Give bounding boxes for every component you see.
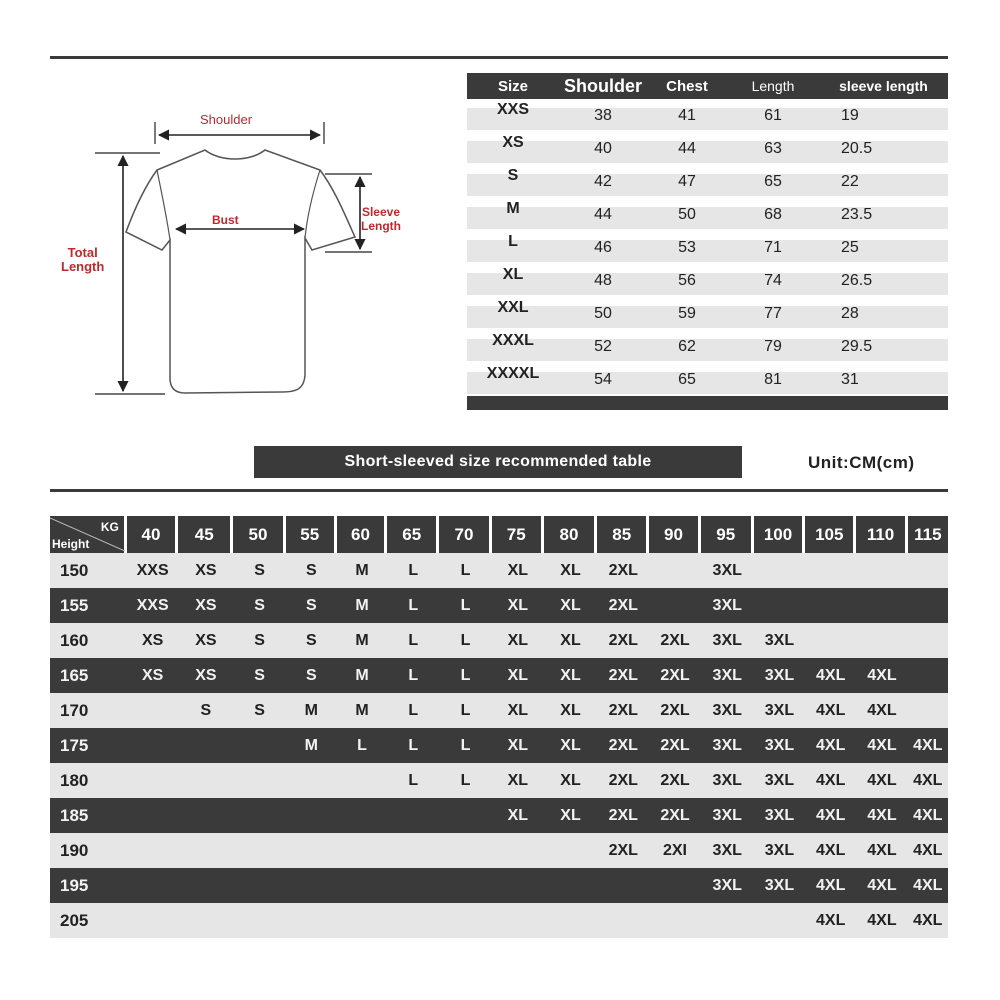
- size-recommendation-cell: 3XL: [764, 666, 795, 684]
- size-recommendation-cell: L: [408, 736, 419, 754]
- size-recommendation-cell: 3XL: [764, 736, 795, 754]
- size-cell: XXXXL: [486, 365, 540, 382]
- size-recommendation-cell: XS: [195, 666, 217, 684]
- weight-header: 50: [233, 516, 282, 553]
- size-recommendation-cell: 3XL: [764, 841, 795, 859]
- size-recommendation-cell: S: [254, 561, 265, 579]
- height-cell: 165: [60, 665, 89, 685]
- measurement-cell: 23.5: [841, 206, 873, 223]
- size-recommendation-cell: M: [355, 596, 369, 614]
- height-cell: 175: [60, 735, 89, 755]
- height-row: [50, 693, 948, 728]
- size-recommendation-cell: L: [460, 596, 471, 614]
- height-cell: 190: [60, 840, 89, 860]
- size-recommendation-cell: XL: [507, 561, 529, 579]
- measurement-cell: 41: [678, 107, 696, 124]
- size-recommendation-cell: 3XL: [712, 736, 742, 754]
- height-cell: 205: [60, 910, 89, 930]
- height-cell: 185: [60, 805, 89, 825]
- size-table-row: [467, 99, 948, 132]
- size-cell: L: [508, 233, 518, 250]
- size-cell: XXXL: [492, 332, 534, 349]
- size-recommendation-cell: 3XL: [712, 701, 742, 719]
- size-cell: XL: [502, 266, 524, 283]
- size-recommendation-cell: 4XL: [867, 841, 897, 859]
- size-table-row: [467, 231, 948, 264]
- height-cell: 160: [60, 630, 89, 650]
- measurement-cell: 44: [594, 206, 612, 223]
- size-recommendation-cell: S: [305, 561, 317, 579]
- total-length-label: [61, 246, 104, 274]
- measurement-cell: 62: [678, 338, 696, 355]
- size-recommendation-cell: 4XL: [913, 771, 943, 789]
- measurement-cell: 25: [841, 239, 859, 256]
- size-recommendation-cell: L: [460, 561, 471, 579]
- size-recommendation-cell: 2XL: [608, 631, 638, 649]
- size-table-row: [467, 363, 948, 396]
- middle-divider: [50, 489, 948, 492]
- measurement-cell: 28: [841, 305, 859, 322]
- measurement-cell: 48: [594, 272, 612, 289]
- size-recommendation-cell: 2XL: [608, 561, 638, 579]
- height-cell: 150: [60, 560, 89, 580]
- size-recommendation-cell: 4XL: [816, 771, 846, 789]
- height-cell: 195: [60, 875, 89, 895]
- size-recommendation-cell: 4XL: [867, 771, 897, 789]
- size-recommendation-cell: 2XL: [608, 736, 638, 754]
- size-recommendation-cell: 3XL: [712, 876, 742, 894]
- size-recommendation-cell: 4XL: [913, 841, 943, 859]
- size-table-body: [467, 99, 948, 396]
- weight-header: 70: [439, 516, 488, 553]
- size-recommendation-cell: L: [408, 561, 419, 579]
- measurement-cell: 47: [678, 173, 696, 190]
- measurement-cell: 46: [594, 239, 612, 256]
- size-recommendation-cell: 4XL: [867, 911, 897, 929]
- size-recommendation-cell: 4XL: [816, 736, 846, 754]
- measurement-cell: 29.5: [841, 338, 873, 355]
- size-recommendation-cell: 4XL: [913, 736, 943, 754]
- size-recommendation-cell: XL: [507, 596, 529, 614]
- measurement-cell: 50: [678, 206, 696, 223]
- measurement-cell: 71: [764, 239, 782, 256]
- corner-cell: [50, 516, 124, 553]
- size-recommendation-cell: M: [304, 701, 318, 719]
- size-recommendation-cell: 4XL: [816, 701, 846, 719]
- measurement-cell: 42: [594, 173, 612, 190]
- height-row: [50, 798, 948, 833]
- size-recommendation-cell: S: [200, 701, 212, 719]
- unit-label: Unit:CM(cm): [808, 453, 915, 472]
- size-recommendation-cell: 3XL: [764, 876, 795, 894]
- size-recommendation-cell: XL: [560, 596, 581, 614]
- tshirt-outline-icon: [50, 100, 430, 410]
- size-recommendation-cell: 3XL: [712, 806, 742, 824]
- header-length: Length: [751, 78, 795, 94]
- size-recommendation-cell: L: [460, 631, 471, 649]
- size-recommendation-cell: L: [460, 666, 471, 684]
- size-recommendation-cell: 3XL: [764, 771, 795, 789]
- weight-header: 80: [544, 516, 594, 553]
- size-recommendation-cell: 4XL: [867, 876, 897, 894]
- size-recommendation-cell: S: [254, 596, 265, 614]
- size-recommendation-cell: S: [254, 701, 265, 719]
- height-row: [50, 728, 948, 763]
- weight-header: 115: [908, 516, 948, 553]
- weight-header: 100: [754, 516, 802, 553]
- size-recommendation-cell: M: [355, 631, 369, 649]
- size-recommendation-cell: 2XL: [660, 701, 690, 719]
- size-recommendation-cell: XL: [507, 806, 529, 824]
- measurement-cell: 54: [594, 371, 612, 388]
- size-recommendation-cell: L: [408, 701, 419, 719]
- size-chart-table: [467, 73, 948, 410]
- banner-title: Short-sleeved size recommended table: [344, 453, 652, 470]
- weight-header: 65: [387, 516, 436, 553]
- size-recommendation-cell: XL: [560, 771, 581, 789]
- measurement-cell: 26.5: [841, 272, 873, 289]
- weight-header: 45: [178, 516, 230, 553]
- size-recommendation-cell: 2XL: [660, 631, 690, 649]
- height-cell: 155: [60, 595, 89, 615]
- size-recommendation-cell: M: [304, 736, 318, 754]
- height-cell: 180: [60, 770, 89, 790]
- measurement-cell: 79: [764, 338, 782, 355]
- header-shoulder: Shoulder: [563, 75, 642, 96]
- size-recommendation-cell: XXS: [136, 561, 169, 579]
- size-recommendation-cell: 3XL: [712, 631, 742, 649]
- size-recommendation-cell: 3XL: [712, 771, 742, 789]
- size-recommendation-cell: XS: [141, 631, 164, 649]
- size-recommendation-cell: 3XL: [712, 561, 742, 579]
- measurement-cell: 50: [594, 305, 612, 322]
- measurement-cell: 65: [764, 173, 782, 190]
- size-recommendation-cell: 2XL: [608, 771, 638, 789]
- measurement-cell: 44: [678, 140, 696, 157]
- size-table-row: [467, 297, 948, 330]
- size-recommendation-cell: XS: [195, 631, 217, 649]
- size-recommendation-cell: L: [408, 666, 419, 684]
- header-size: Size: [497, 77, 528, 95]
- measurement-cell: 59: [678, 305, 696, 322]
- size-recommendation-cell: S: [305, 631, 317, 649]
- total-label-line1: Total: [67, 245, 98, 260]
- corner-kg-label: KG: [100, 520, 119, 534]
- weight-header-row: [50, 516, 948, 553]
- measurement-cell: 53: [678, 239, 696, 256]
- size-recommendation-cell: 3XL: [764, 806, 795, 824]
- size-recommendation-cell: L: [408, 631, 419, 649]
- sleeve-label-line1: Sleeve: [361, 205, 401, 219]
- weight-header: 90: [649, 516, 697, 553]
- size-table-header: [467, 73, 948, 99]
- size-recommendation-cell: 4XL: [816, 841, 846, 859]
- top-divider: [50, 56, 948, 59]
- shoulder-label: Shoulder: [200, 112, 253, 127]
- weight-header: 75: [492, 516, 541, 553]
- size-cell: M: [506, 200, 520, 217]
- size-recommendation-cell: S: [305, 596, 317, 614]
- size-recommendation-cell: 4XL: [816, 876, 846, 894]
- size-recommendation-cell: 4XL: [867, 701, 897, 719]
- header-chest: Chest: [666, 77, 708, 95]
- measurement-cell: 81: [764, 371, 782, 388]
- height-row: [50, 588, 948, 623]
- measurement-cell: 77: [764, 305, 782, 322]
- measurement-cell: 68: [764, 206, 782, 223]
- weight-header: 55: [286, 516, 334, 553]
- size-recommendation-cell: 2XL: [608, 701, 638, 719]
- height-row: [50, 868, 948, 903]
- weight-header: 105: [805, 516, 853, 553]
- size-cell: XXL: [497, 299, 529, 316]
- size-recommendation-cell: L: [460, 701, 471, 719]
- size-recommendation-cell: L: [408, 596, 419, 614]
- size-recommendation-cell: XS: [141, 666, 164, 684]
- measurement-cell: 61: [764, 107, 782, 124]
- size-recommendation-cell: S: [305, 666, 317, 684]
- size-recommendation-cell: 4XL: [867, 666, 897, 684]
- size-recommendation-cell: 2XL: [608, 596, 638, 614]
- size-recommendation-cell: 3XL: [764, 701, 795, 719]
- size-table-row: [467, 198, 948, 231]
- height-row: [50, 553, 948, 588]
- size-recommendation-cell: L: [408, 771, 419, 789]
- size-recommendation-cell: 2XL: [608, 806, 638, 824]
- height-row: [50, 833, 948, 868]
- size-recommendation-cell: M: [355, 701, 369, 719]
- size-recommendation-cell: 4XL: [913, 876, 943, 894]
- size-recommendation-cell: L: [460, 771, 471, 789]
- weight-header: 95: [701, 516, 751, 553]
- size-recommendation-cell: 2XL: [660, 666, 690, 684]
- size-recommendation-cell: XL: [507, 666, 529, 684]
- size-recommendation-cell: 3XL: [712, 596, 742, 614]
- measurement-cell: 40: [594, 140, 612, 157]
- size-recommendation-cell: 3XL: [712, 666, 742, 684]
- measurement-cell: 22: [841, 173, 859, 190]
- size-recommendation-cell: 4XL: [816, 666, 846, 684]
- measurement-cell: 65: [678, 371, 696, 388]
- corner-height-label: Height: [52, 537, 90, 551]
- size-recommendation-cell: XL: [507, 736, 529, 754]
- size-recommendation-cell: S: [254, 631, 265, 649]
- size-recommendation-cell: 2XL: [660, 736, 690, 754]
- size-recommendation-cell: 4XL: [867, 736, 897, 754]
- measurement-cell: 31: [841, 371, 859, 388]
- size-table-row: [467, 264, 948, 297]
- size-recommendation-cell: XL: [560, 736, 581, 754]
- size-recommendation-cell: 4XL: [913, 806, 943, 824]
- size-recommendation-cell: XL: [560, 701, 581, 719]
- size-recommendation-cell: S: [254, 666, 265, 684]
- size-recommendation-cell: XL: [560, 631, 581, 649]
- measurement-cell: 38: [594, 107, 612, 124]
- size-table-row: [467, 165, 948, 198]
- weight-header: 110: [856, 516, 904, 553]
- size-recommendation-cell: 2XL: [660, 771, 690, 789]
- size-recommendation-cell: L: [460, 736, 471, 754]
- size-recommendation-cell: 2XI: [662, 841, 687, 859]
- size-recommendation-cell: 4XL: [816, 911, 846, 929]
- height-row: [50, 903, 948, 938]
- size-recommendation-cell: 4XL: [816, 806, 846, 824]
- table-banner: [254, 446, 742, 478]
- measurement-cell: 74: [764, 272, 782, 289]
- size-recommendation-cell: 3XL: [764, 631, 795, 649]
- size-recommendation-cell: M: [355, 666, 369, 684]
- height-cell: 170: [60, 700, 89, 720]
- size-recommendation-cell: 4XL: [867, 806, 897, 824]
- tshirt-diagram: [50, 100, 430, 410]
- size-recommendation-cell: 3XL: [712, 841, 742, 859]
- size-recommendation-cell: XXS: [136, 596, 169, 614]
- bust-label: Bust: [212, 213, 239, 227]
- height-row: [50, 658, 948, 693]
- size-table-footer-bar: [467, 396, 948, 410]
- measurement-cell: 56: [678, 272, 696, 289]
- size-recommendation-cell: 4XL: [913, 911, 943, 929]
- size-cell: S: [507, 167, 519, 184]
- sleeve-length-label: [361, 205, 401, 233]
- header-sleeve-length: sleeve length: [839, 78, 928, 94]
- measurement-cell: 20.5: [841, 140, 873, 157]
- weight-header: 85: [597, 516, 646, 553]
- size-recommendation-cell: XS: [195, 596, 217, 614]
- size-cell: XS: [502, 134, 524, 151]
- size-recommendation-cell: XL: [560, 806, 581, 824]
- size-recommendation-cell: XL: [560, 666, 581, 684]
- size-recommendation-cell: XL: [507, 701, 529, 719]
- size-recommendation-cell: L: [357, 736, 367, 754]
- recommendation-body: [50, 553, 948, 938]
- height-row: [50, 763, 948, 798]
- size-recommendation-cell: 2XL: [660, 806, 690, 824]
- size-table-row: [467, 330, 948, 363]
- size-recommendation-cell: 2XL: [608, 841, 638, 859]
- weight-header: 60: [337, 516, 384, 553]
- size-recommendation-cell: 2XL: [608, 666, 638, 684]
- total-label-line2: Length: [61, 259, 105, 274]
- weight-header: 40: [127, 516, 175, 553]
- measurement-cell: 19: [841, 107, 859, 124]
- measurement-cell: 63: [764, 140, 782, 157]
- size-cell: XXS: [496, 101, 529, 118]
- size-recommendation-cell: XS: [195, 561, 217, 579]
- size-recommendation-cell: XL: [560, 561, 581, 579]
- size-recommendation-cell: XL: [507, 631, 529, 649]
- recommendation-table: [50, 516, 948, 938]
- size-recommendation-cell: XL: [507, 771, 529, 789]
- height-row: [50, 623, 948, 658]
- size-recommendation-cell: M: [355, 561, 369, 579]
- sleeve-label-line2: Length: [361, 219, 401, 233]
- size-table-row: [467, 132, 948, 165]
- measurement-cell: 52: [594, 338, 612, 355]
